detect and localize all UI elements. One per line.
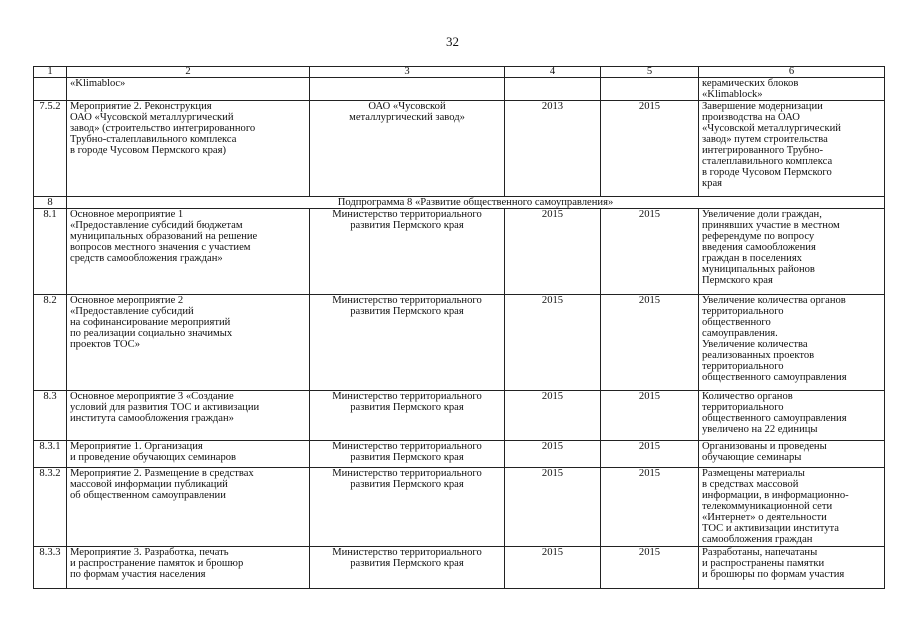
event-cell: Основное мероприятие 1 «Предоставление субсидий бюджетам муниципальных образований на решение вопросов местного значения с участием средств самообложения граждан» — [67, 209, 310, 295]
row-number: 8.3.3 — [34, 547, 67, 589]
table-row — [34, 391, 885, 441]
event-cell: Мероприятие 3. Разработка, печать и распространение памяток и брошюр по формам участия населения — [67, 547, 310, 589]
page-number: 32 — [446, 34, 459, 49]
header-cell: 4 — [505, 67, 601, 78]
result-cell: Количество органов территориального общественного самоуправления увеличено на 22 единицы — [699, 391, 885, 441]
row-number: 8.3 — [34, 391, 67, 441]
start-year-cell — [505, 78, 601, 101]
row-number: 8.3.1 — [34, 441, 67, 468]
start-year-cell: 2015 — [505, 441, 601, 468]
result-cell: керамических блоков «Klimablock» — [699, 78, 885, 101]
row-number: 8.1 — [34, 209, 67, 295]
executor-cell: ОАО «Чусовской металлургический завод» — [310, 101, 505, 197]
table-row — [34, 101, 885, 197]
start-year-cell: 2015 — [505, 468, 601, 547]
event-cell: Мероприятие 2. Реконструкция ОАО «Чусовской металлургический завод» (строительство интегрированного Трубно-сталеплавильного комплекса в городе Чусовом Пермского края) — [67, 101, 310, 197]
table-row — [34, 547, 885, 589]
event-cell: Мероприятие 2. Размещение в средствах массовой информации публикаций об общественном самоуправлении — [67, 468, 310, 547]
table-row — [34, 468, 885, 547]
end-year-cell: 2015 — [601, 209, 699, 295]
row-number: 8 — [34, 197, 67, 209]
start-year-cell: 2015 — [505, 547, 601, 589]
program-table — [33, 66, 885, 589]
subprogram-title: Подпрограмма 8 «Развитие общественного самоуправления» — [67, 197, 885, 209]
row-number — [34, 78, 67, 101]
event-cell: Основное мероприятие 2 «Предоставление субсидий на софинансирование мероприятий по реализации социально значимых проектов ТОС» — [67, 295, 310, 391]
end-year-cell: 2015 — [601, 441, 699, 468]
end-year-cell: 2015 — [601, 101, 699, 197]
table-row — [34, 78, 885, 101]
executor-cell: Министерство территориального развития Пермского края — [310, 468, 505, 547]
start-year-cell: 2013 — [505, 101, 601, 197]
header-cell: 5 — [601, 67, 699, 78]
executor-cell: Министерство территориального развития Пермского края — [310, 391, 505, 441]
end-year-cell: 2015 — [601, 295, 699, 391]
start-year-cell: 2015 — [505, 295, 601, 391]
result-cell: Завершение модернизации производства на ОАО «Чусовской металлургический завод» путем строительства интегрированного Трубно- сталеплавильного комплекса в городе Чусовом Пермского края — [699, 101, 885, 197]
row-number: 8.3.2 — [34, 468, 67, 547]
table-row — [34, 209, 885, 295]
event-cell: Основное мероприятие 3 «Создание условий для развития ТОС и активизации института самообложения граждан» — [67, 391, 310, 441]
header-cell: 3 — [310, 67, 505, 78]
start-year-cell: 2015 — [505, 209, 601, 295]
result-cell: Увеличение доли граждан, принявших участие в местном референдуме по вопросу введения самообложения граждан в поселениях муниципальных районов Пермского края — [699, 209, 885, 295]
table-row — [34, 295, 885, 391]
header-cell: 2 — [67, 67, 310, 78]
event-cell: «Klimabloc» — [67, 78, 310, 101]
result-cell: Увеличение количества органов территориального общественного самоуправления. Увеличение количества реализованных проектов территориального общественного самоуправления — [699, 295, 885, 391]
header-row — [34, 67, 885, 78]
executor-cell: Министерство территориального развития Пермского края — [310, 295, 505, 391]
executor-cell — [310, 78, 505, 101]
end-year-cell: 2015 — [601, 547, 699, 589]
executor-cell: Министерство территориального развития Пермского края — [310, 209, 505, 295]
end-year-cell: 2015 — [601, 468, 699, 547]
result-cell: Организованы и проведены обучающие семинары — [699, 441, 885, 468]
start-year-cell: 2015 — [505, 391, 601, 441]
result-cell: Размещены материалы в средствах массовой информации, в информационно- телекоммуникационной сети «Интернет» о деятельности ТОС и активизации института самообложения граждан — [699, 468, 885, 547]
header-cell: 6 — [699, 67, 885, 78]
result-cell: Разработаны, напечатаны и распространены памятки и брошюры по формам участия — [699, 547, 885, 589]
executor-cell: Министерство территориального развития Пермского края — [310, 441, 505, 468]
row-number: 8.2 — [34, 295, 67, 391]
header-cell: 1 — [34, 67, 67, 78]
subprogram-row — [34, 197, 885, 209]
end-year-cell: 2015 — [601, 391, 699, 441]
row-number: 7.5.2 — [34, 101, 67, 197]
table-row — [34, 441, 885, 468]
event-cell: Мероприятие 1. Организация и проведение обучающих семинаров — [67, 441, 310, 468]
executor-cell: Министерство территориального развития Пермского края — [310, 547, 505, 589]
end-year-cell — [601, 78, 699, 101]
